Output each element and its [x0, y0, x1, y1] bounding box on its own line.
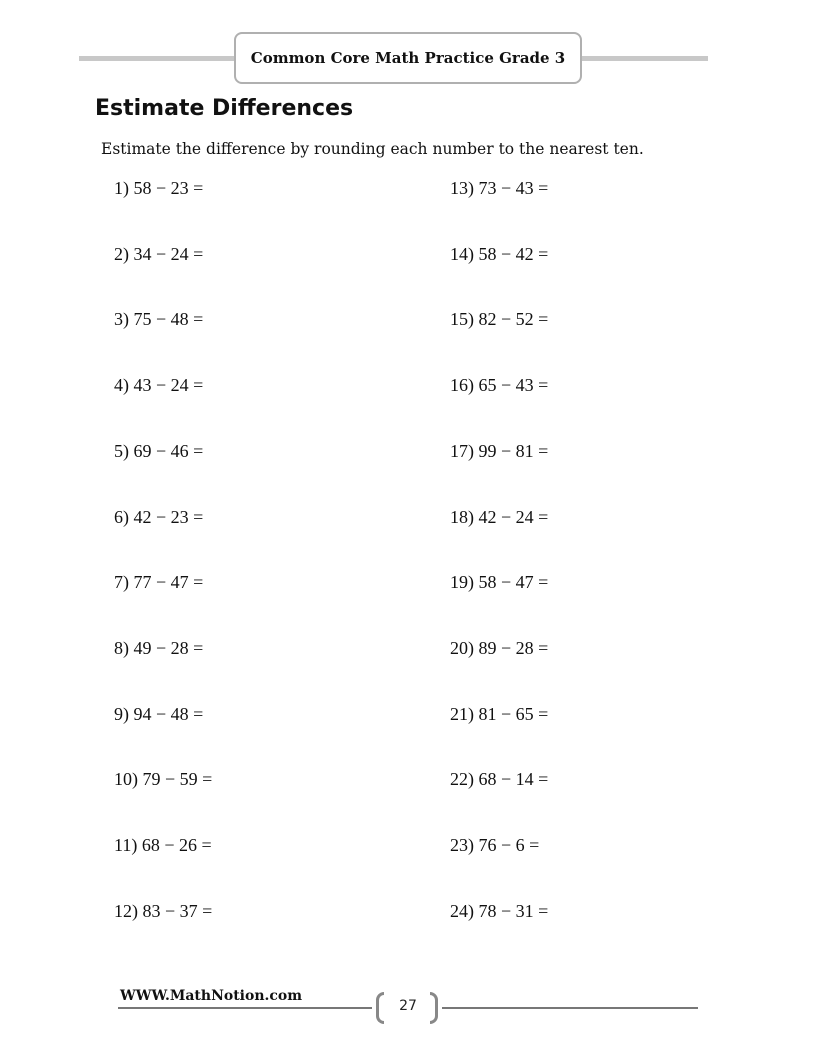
problem-number: 1)	[114, 178, 129, 198]
problem-item	[114, 572, 203, 593]
page-number-bracket-right	[430, 992, 438, 1024]
problem-number: 8)	[114, 638, 129, 658]
problem-number: 6)	[114, 507, 129, 527]
problem-expression: 75 − 48 =	[133, 309, 204, 329]
problem-number: 12)	[114, 901, 138, 921]
problem-number: 22)	[450, 769, 474, 789]
header-title: Common Core Math Practice Grade 3	[250, 49, 566, 67]
problem-expression: 58 − 42 =	[478, 244, 549, 264]
problem-expression: 81 − 65 =	[478, 704, 549, 724]
problem-expression: 73 − 43 =	[478, 178, 549, 198]
problem-item	[450, 375, 548, 396]
footer-rule-right	[442, 1007, 698, 1009]
problem-expression: 43 − 24 =	[133, 375, 204, 395]
problem-number: 17)	[450, 441, 474, 461]
footer-website: WWW.MathNotion.com	[120, 988, 303, 1004]
problem-item	[114, 835, 212, 856]
problem-number: 18)	[450, 507, 474, 527]
problem-number: 23)	[450, 835, 474, 855]
problem-expression: 65 − 43 =	[478, 375, 549, 395]
problem-expression: 77 − 47 =	[133, 572, 204, 592]
problem-expression: 49 − 28 =	[133, 638, 204, 658]
problem-expression: 34 − 24 =	[133, 244, 204, 264]
problem-item	[450, 441, 548, 462]
problem-number: 24)	[450, 901, 474, 921]
problem-number: 2)	[114, 244, 129, 264]
problem-item	[114, 769, 212, 790]
problem-item	[114, 441, 203, 462]
instructions: Estimate the difference by rounding each number to the nearest ten.	[101, 140, 644, 158]
problem-expression: 79 − 59 =	[142, 769, 213, 789]
problem-item	[450, 769, 548, 790]
problem-item	[450, 704, 548, 725]
problem-number: 5)	[114, 441, 129, 461]
page-number-bracket-left	[376, 992, 384, 1024]
problem-number: 20)	[450, 638, 474, 658]
problem-item	[114, 704, 203, 725]
problem-expression: 58 − 47 =	[478, 572, 549, 592]
problem-item	[450, 244, 548, 265]
problem-item	[114, 244, 203, 265]
problem-number: 14)	[450, 244, 474, 264]
problem-item	[114, 309, 203, 330]
problem-expression: 82 − 52 =	[478, 309, 549, 329]
problem-expression: 76 − 6 =	[478, 835, 540, 855]
problem-expression: 99 − 81 =	[478, 441, 549, 461]
problem-item	[114, 507, 203, 528]
problem-expression: 42 − 24 =	[478, 507, 549, 527]
problem-expression: 42 − 23 =	[133, 507, 204, 527]
footer-rule-left	[118, 1007, 372, 1009]
problem-item	[114, 901, 212, 922]
problem-item	[450, 507, 548, 528]
problem-number: 10)	[114, 769, 138, 789]
problem-item	[114, 178, 203, 199]
problem-expression: 68 − 14 =	[478, 769, 549, 789]
problem-item	[114, 638, 203, 659]
problem-number: 9)	[114, 704, 129, 724]
problem-item	[450, 178, 548, 199]
problem-number: 15)	[450, 309, 474, 329]
problem-expression: 58 − 23 =	[133, 178, 204, 198]
problem-number: 4)	[114, 375, 129, 395]
problem-expression: 94 − 48 =	[133, 704, 204, 724]
problem-number: 13)	[450, 178, 474, 198]
problem-item	[450, 901, 548, 922]
problem-expression: 78 − 31 =	[478, 901, 549, 921]
problem-item	[450, 572, 548, 593]
problem-item	[450, 835, 539, 856]
problem-number: 21)	[450, 704, 474, 724]
problem-number: 7)	[114, 572, 129, 592]
problem-number: 3)	[114, 309, 129, 329]
problem-expression: 89 − 28 =	[478, 638, 549, 658]
problem-number: 16)	[450, 375, 474, 395]
problem-expression: 69 − 46 =	[133, 441, 204, 461]
problem-item	[450, 638, 548, 659]
problem-expression: 83 − 37 =	[142, 901, 213, 921]
problem-number: 19)	[450, 572, 474, 592]
problem-item	[450, 309, 548, 330]
problem-number: 11)	[114, 835, 138, 855]
page-number: 27	[399, 998, 417, 1014]
problem-item	[114, 375, 203, 396]
problem-expression: 68 − 26 =	[141, 835, 212, 855]
section-title: Estimate Differences	[95, 96, 354, 121]
